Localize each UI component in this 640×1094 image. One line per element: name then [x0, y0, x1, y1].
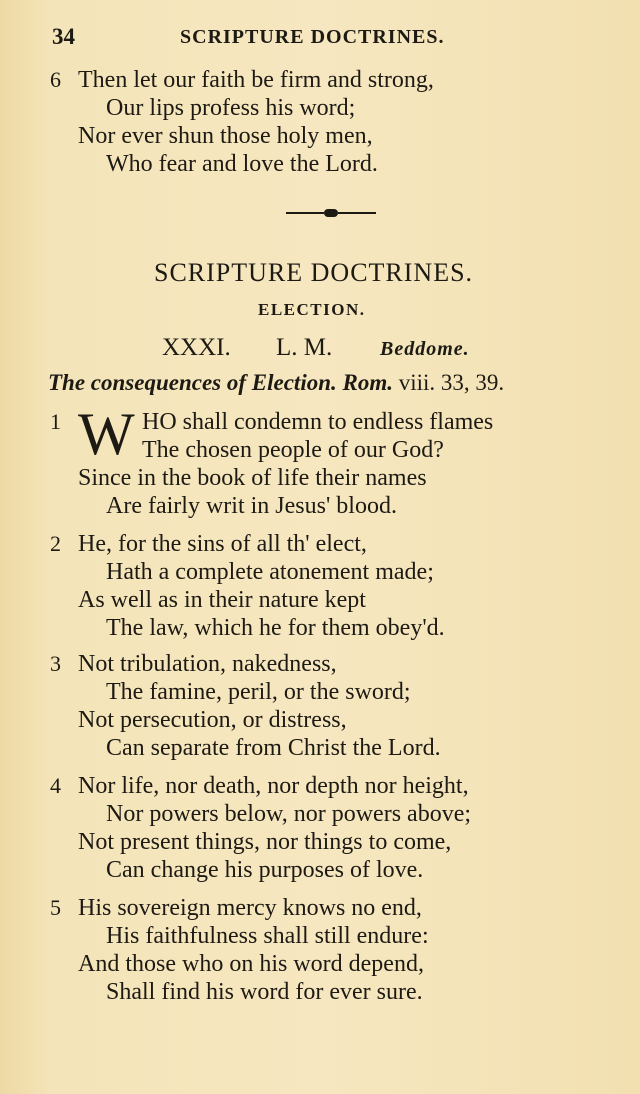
verse-line: Nor ever shun those holy men, [78, 123, 373, 149]
running-title: SCRIPTURE DOCTRINES. [180, 26, 445, 48]
verse-line: Our lips profess his word; [106, 95, 356, 121]
stanza-number: 3 [50, 651, 61, 676]
verse-line: Can change his purposes of love. [106, 857, 424, 883]
verse-line: Not tribulation, nakedness, [78, 651, 337, 677]
verse-line: As well as in their nature kept [78, 587, 366, 613]
verse-line: HO shall condemn to endless flames [142, 409, 494, 435]
verse-line: His sovereign mercy knows no end, [78, 895, 422, 921]
verse-line: Nor life, nor death, nor depth nor height, [78, 773, 469, 799]
verse-line: Nor powers below, nor powers above; [106, 801, 472, 827]
verse-line: The famine, peril, or the sword; [106, 679, 411, 705]
stanza-number: 4 [50, 773, 61, 798]
drop-capital: W [78, 401, 135, 467]
stanza-number: 2 [50, 531, 61, 556]
running-head [52, 24, 492, 54]
verse-line: The law, which he for them obey'd. [106, 615, 445, 641]
hymn-author: Beddome. [380, 338, 470, 360]
verse-line: His faithfulness shall still endure: [106, 923, 429, 949]
verse-line: Can separate from Christ the Lord. [106, 735, 441, 761]
verse-line: Not present things, nor things to come, [78, 829, 452, 855]
verse-line: Shall find his word for ever sure. [106, 979, 423, 1005]
verse-line: Not persecution, or distress, [78, 707, 347, 733]
verse-line: He, for the sins of all th' elect, [78, 531, 367, 557]
hymn-number: XXXI. [162, 334, 231, 361]
hymn-meter: L. M. [276, 334, 333, 361]
page-number: 34 [52, 24, 75, 49]
section-heading: SCRIPTURE DOCTRINES. [154, 258, 474, 287]
section-subheading: ELECTION. [258, 300, 366, 319]
hymn-subject-line [48, 370, 504, 396]
verse-line: Hath a complete atonement made; [106, 559, 434, 585]
reference-verses: viii. 33, 39. [398, 370, 505, 395]
verse-line: Who fear and love the Lord. [106, 151, 378, 177]
verse-line: The chosen people of our God? [142, 437, 444, 463]
verse-line: And those who on his word depend, [78, 951, 424, 977]
stanza-number: 5 [50, 895, 61, 920]
stanza-number: 6 [50, 67, 61, 92]
hymn-subject: The consequences of Election. [48, 370, 337, 395]
section-divider [286, 208, 376, 218]
verse-line: Then let our faith be firm and strong, [78, 67, 434, 93]
verse-line: Are fairly writ in Jesus' blood. [106, 493, 397, 519]
stanza-number: 1 [50, 409, 61, 434]
reference-book: Rom. [342, 370, 393, 395]
verse-line: Since in the book of life their names [78, 465, 427, 491]
